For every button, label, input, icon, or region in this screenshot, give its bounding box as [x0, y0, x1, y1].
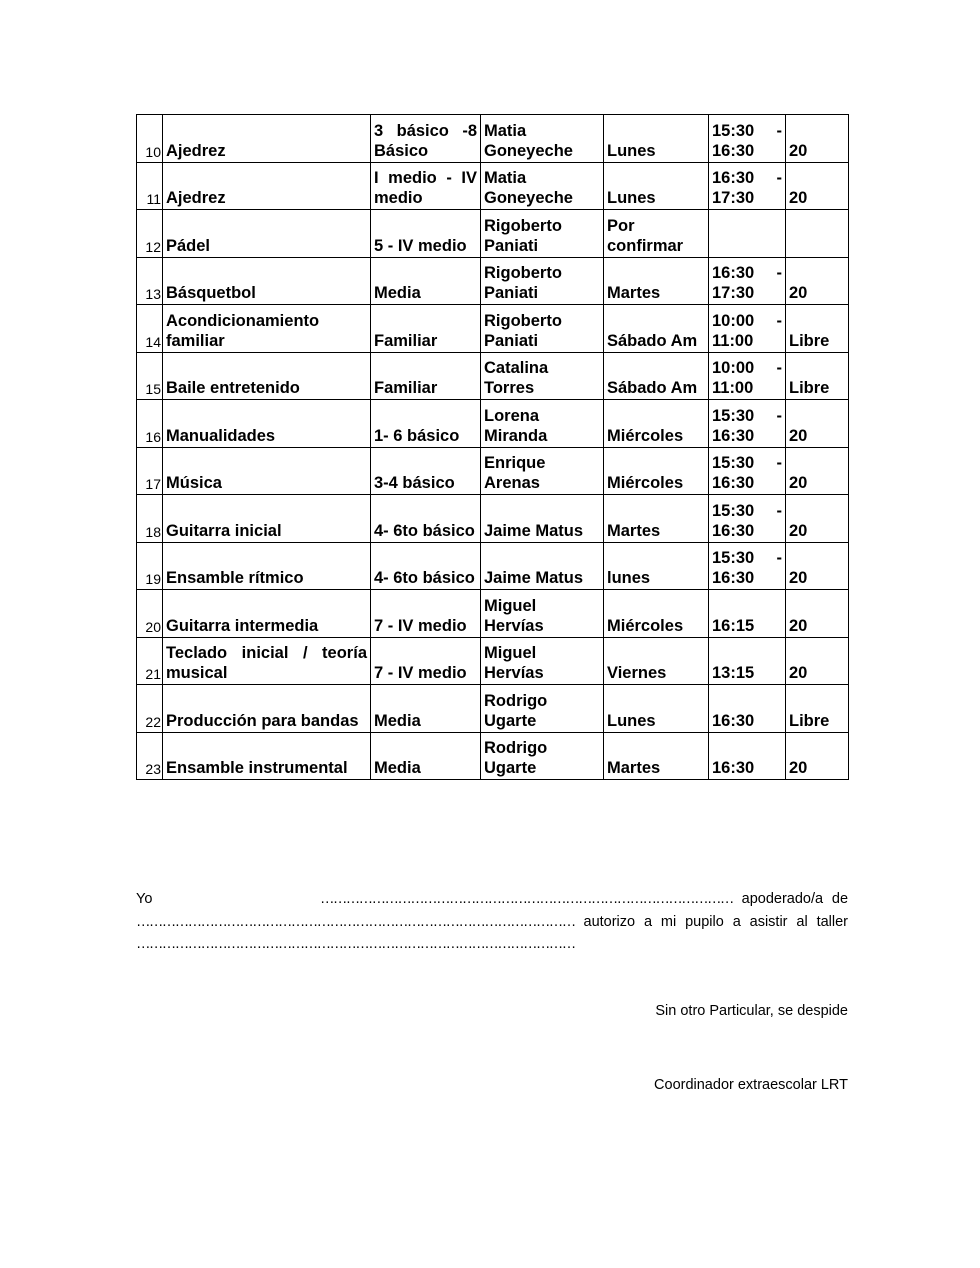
day-cell: Martes [604, 732, 709, 780]
row-number-cell: 14 [137, 305, 163, 353]
teacher-cell: Rigoberto Paniati [481, 257, 604, 305]
table-row [137, 732, 849, 780]
teacher-cell: Miguel Hervías [481, 637, 604, 685]
workshop-name-cell: Ajedrez [163, 115, 371, 163]
row-number-cell: 16 [137, 400, 163, 448]
teacher-cell: Rigoberto Paniati [481, 210, 604, 258]
level-cell: 3 básico -8 Básico [371, 115, 481, 163]
table-row [137, 542, 849, 590]
schedule-cell: 16:15 [709, 590, 786, 638]
day-cell: Sábado Am [604, 352, 709, 400]
workshop-name-cell: Guitarra intermedia [163, 590, 371, 638]
day-cell: Martes [604, 495, 709, 543]
workshop-name-cell: Teclado inicial / teoría musical [163, 637, 371, 685]
row-number-cell: 11 [137, 162, 163, 210]
authorization-paragraph [136, 888, 848, 956]
level-cell: 4- 6to básico [371, 495, 481, 543]
row-number-cell: 20 [137, 590, 163, 638]
teacher-cell: Jaime Matus [481, 542, 604, 590]
workshop-name-cell: Básquetbol [163, 257, 371, 305]
teacher-cell: Jaime Matus [481, 495, 604, 543]
table-row [137, 115, 849, 163]
schedule-cell: 15:30 - 16:30 [709, 447, 786, 495]
schedule-cell: 15:30 - 16:30 [709, 115, 786, 163]
row-number-cell: 23 [137, 732, 163, 780]
capacity-cell: Libre [786, 352, 849, 400]
capacity-cell: 20 [786, 732, 849, 780]
table-row [137, 495, 849, 543]
workshop-name-cell: Ajedrez [163, 162, 371, 210]
level-cell: 3-4 básico [371, 447, 481, 495]
workshop-name-cell: Manualidades [163, 400, 371, 448]
level-cell: 7 - IV medio [371, 637, 481, 685]
capacity-cell: 20 [786, 447, 849, 495]
capacity-cell: 20 [786, 495, 849, 543]
table-row [137, 305, 849, 353]
level-cell: Media [371, 685, 481, 733]
schedule-cell: 15:30 - 16:30 [709, 495, 786, 543]
capacity-cell: 20 [786, 257, 849, 305]
row-number-cell: 17 [137, 447, 163, 495]
workshop-name-cell: Pádel [163, 210, 371, 258]
capacity-cell [786, 210, 849, 258]
day-cell: Lunes [604, 162, 709, 210]
level-cell: Media [371, 257, 481, 305]
teacher-cell: Miguel Hervías [481, 590, 604, 638]
schedule-cell: 10:00 - 11:00 [709, 352, 786, 400]
workshop-name-blank[interactable]: ………………………………………………………………………………………… [136, 936, 575, 952]
capacity-cell: 20 [786, 400, 849, 448]
teacher-cell: Rodrigo Ugarte [481, 685, 604, 733]
schedule-cell: 10:00 - 11:00 [709, 305, 786, 353]
capacity-cell: 20 [786, 542, 849, 590]
teacher-cell: Rodrigo Ugarte [481, 732, 604, 780]
apoderado-text: apoderado/a de [741, 891, 849, 907]
row-number-cell: 10 [137, 115, 163, 163]
level-cell: 5 - IV medio [371, 210, 481, 258]
teacher-cell: Catalina Torres [481, 352, 604, 400]
schedule-cell: 15:30 - 16:30 [709, 542, 786, 590]
schedule-cell [709, 210, 786, 258]
row-number-cell: 13 [137, 257, 163, 305]
teacher-cell: Enrique Arenas [481, 447, 604, 495]
schedule-cell: 16:30 [709, 732, 786, 780]
level-cell: Familiar [371, 305, 481, 353]
workshop-name-cell: Música [163, 447, 371, 495]
capacity-cell: Libre [786, 305, 849, 353]
signature-text: Coordinador extraescolar LRT [654, 1077, 848, 1093]
day-cell: Miércoles [604, 590, 709, 638]
day-cell: Viernes [604, 637, 709, 685]
table-row [137, 162, 849, 210]
level-cell: 4- 6to básico [371, 542, 481, 590]
autorizo-text: autorizo a mi pupilo a asistir al taller [583, 913, 848, 930]
guardian-name-blank[interactable]: …………………………………………………………………………………… [319, 891, 733, 907]
day-cell: Miércoles [604, 447, 709, 495]
day-cell: Lunes [604, 115, 709, 163]
table-row [137, 447, 849, 495]
level-cell: I medio - IV medio [371, 162, 481, 210]
row-number-cell: 19 [137, 542, 163, 590]
schedule-cell: 16:30 - 17:30 [709, 257, 786, 305]
day-cell: Sábado Am [604, 305, 709, 353]
closing-text: Sin otro Particular, se despide [655, 1003, 848, 1019]
day-cell: lunes [604, 542, 709, 590]
capacity-cell: 20 [786, 637, 849, 685]
table-row [137, 685, 849, 733]
workshop-name-cell: Producción para bandas [163, 685, 371, 733]
capacity-cell: 20 [786, 115, 849, 163]
row-number-cell: 12 [137, 210, 163, 258]
table-row [137, 400, 849, 448]
workshop-name-cell: Ensamble instrumental [163, 732, 371, 780]
capacity-cell: 20 [786, 590, 849, 638]
row-number-cell: 22 [137, 685, 163, 733]
day-cell: Lunes [604, 685, 709, 733]
level-cell: 1- 6 básico [371, 400, 481, 448]
workshop-name-cell: Baile entretenido [163, 352, 371, 400]
teacher-cell: Matia Goneyeche [481, 115, 604, 163]
day-cell: Miércoles [604, 400, 709, 448]
schedule-cell: 15:30 - 16:30 [709, 400, 786, 448]
workshop-name-cell: Acondicionamiento familiar [163, 305, 371, 353]
capacity-cell: Libre [786, 685, 849, 733]
table-row [137, 210, 849, 258]
table-row [137, 637, 849, 685]
table-row [137, 352, 849, 400]
day-cell: Por confirmar [604, 210, 709, 258]
table-row [137, 257, 849, 305]
table-row [137, 590, 849, 638]
yo-text: Yo [136, 891, 153, 907]
row-number-cell: 21 [137, 637, 163, 685]
day-cell: Martes [604, 257, 709, 305]
teacher-cell: Rigoberto Paniati [481, 305, 604, 353]
schedule-cell: 16:30 [709, 685, 786, 733]
teacher-cell: Lorena Miranda [481, 400, 604, 448]
capacity-cell: 20 [786, 162, 849, 210]
schedule-cell: 13:15 [709, 637, 786, 685]
level-cell: 7 - IV medio [371, 590, 481, 638]
workshop-name-cell: Guitarra inicial [163, 495, 371, 543]
workshops-table [136, 114, 849, 780]
row-number-cell: 15 [137, 352, 163, 400]
schedule-cell: 16:30 - 17:30 [709, 162, 786, 210]
student-name-blank[interactable]: ………………………………………………………………………………………… [136, 913, 575, 930]
row-number-cell: 18 [137, 495, 163, 543]
level-cell: Media [371, 732, 481, 780]
level-cell: Familiar [371, 352, 481, 400]
workshop-name-cell: Ensamble rítmico [163, 542, 371, 590]
teacher-cell: Matia Goneyeche [481, 162, 604, 210]
